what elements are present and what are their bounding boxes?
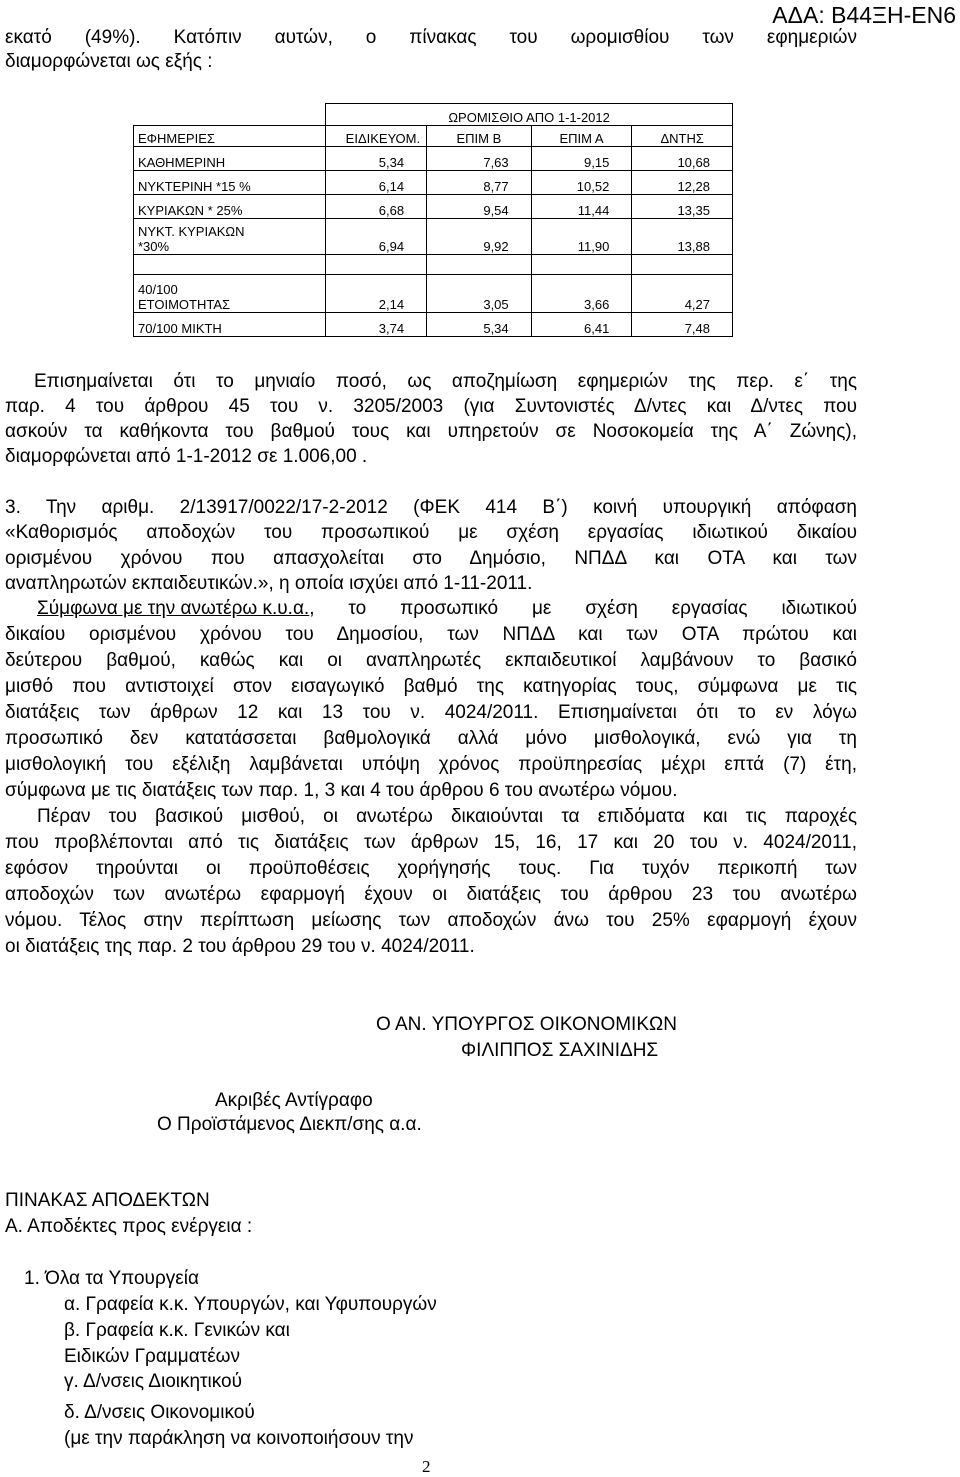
- table-cell: 4,27: [632, 275, 733, 313]
- para3-reference: Σύμφωνα με την ανωτέρω κ.υ.α.: [37, 598, 310, 619]
- table-row: [134, 195, 733, 219]
- table-title: ΩΡΟΜΙΣΘΙΟ ΑΠΟ 1-1-2012: [326, 104, 733, 126]
- row-label: ΚΑΘΗΜΕΡΙΝΗ: [134, 147, 326, 171]
- row-label: ΚΥΡΙΑΚΩΝ * 25%: [134, 195, 326, 219]
- para1-line-1: Επισημαίνεται ότι το μηνιαίο ποσό, ως αποζημίωση εφημεριών της περ. ε΄ της: [34, 371, 857, 392]
- recipient-item: γ. Δ/νσεις Διοικητικού: [64, 1371, 243, 1392]
- table-row-empty: [134, 255, 733, 275]
- table-cell: 7,48: [632, 313, 733, 337]
- para4-line-4: αποδοχών των ανωτέρω εφαρμογή έχουν οι διατάξεις του άρθρου 23 του ανωτέρω: [5, 884, 857, 905]
- row-label-line: ΕΤΟΙΜΟΤΗΤΑΣ: [138, 297, 231, 312]
- recipient-item: Ειδικών Γραμματέων: [64, 1346, 241, 1367]
- recipient-item: (με την παράκληση να κοινοποιήσουν την: [64, 1428, 414, 1449]
- page-number: 2: [422, 1457, 431, 1476]
- para4-line-1: Πέραν του βασικού μισθού, οι ανωτέρω δικαιούνται τα επιδόματα και τις παροχές: [37, 806, 857, 827]
- para4-line-3: εφόσον τηρούνται οι προϋποθέσεις χορήγησής τους. Για τυχόν περικοπή των: [5, 858, 857, 879]
- para3-line-4: μισθό που αντιστοιχεί στον εισαγωγικό βαθμό της κατηγορίας τους, σύμφωνα με τις: [5, 676, 857, 697]
- para4-line-2: που προβλέπονται από τις διατάξεις των άρθρων 15, 16, 17 και 20 του ν. 4024/2011,: [5, 832, 857, 853]
- table-cell: 9,92: [427, 219, 532, 255]
- table-row: [134, 219, 733, 255]
- table-cell: 13,35: [632, 195, 733, 219]
- table-cell: 8,77: [427, 171, 532, 195]
- table-cell: 3,05: [427, 275, 532, 313]
- row-label: [134, 219, 326, 255]
- header-cell: ΕΦΗΜΕΡΙΕΣ: [134, 126, 326, 147]
- para2-line-3: ορισμένου χρόνου που απασχολείται στο Δημόσιο, ΝΠΔΔ και ΟΤΑ και των: [5, 548, 857, 569]
- table-cell: 10,68: [632, 147, 733, 171]
- row-label-line: *30%: [138, 239, 170, 254]
- table-cell: 13,88: [632, 219, 733, 255]
- para1-line-2: παρ. 4 του άρθρου 45 του ν. 3205/2003 (για Συντονιστές Δ/ντες και Δ/ντες που: [5, 396, 857, 417]
- para3-line-1: [37, 598, 857, 620]
- table-cell: 3,74: [326, 313, 427, 337]
- table-cell: 2,14: [326, 275, 427, 313]
- row-label: 70/100 ΜΙΚΤΗ: [134, 313, 326, 337]
- table-row: [134, 313, 733, 337]
- header-cell: ΕΠΙΜ Α: [531, 126, 632, 147]
- table-cell: 12,28: [632, 171, 733, 195]
- table-row: [134, 171, 733, 195]
- table-cell: 6,14: [326, 171, 427, 195]
- table-cell: 5,34: [427, 313, 532, 337]
- director-label: Ο Προϊστάμενος Διεκπ/σης α.α.: [157, 1114, 422, 1135]
- ada-code: ΑΔΑ: Β44ΞΗ-ΕΝ6: [772, 2, 956, 28]
- table-cell: 10,52: [531, 171, 632, 195]
- para4-line-6: οι διατάξεις της παρ. 2 του άρθρου 29 του ν. 4024/2011.: [5, 936, 475, 957]
- table-cell: 3,66: [531, 275, 632, 313]
- para3-line-8: σύμφωνα με τις διατάξεις των παρ. 1, 3 και 4 του άρθρου 6 του ανωτέρω νόμου.: [5, 780, 678, 801]
- table-cell: 11,90: [531, 219, 632, 255]
- recipients-subtitle: Α. Αποδέκτες προς ενέργεια :: [5, 1216, 253, 1237]
- para3-line-7: μισθολογική του εξέλιξη λαμβάνεται υπόψη χρόνος προϋπηρεσίας μέχρι επτά (7) έτη,: [5, 754, 857, 775]
- copy-label: Ακριβές Αντίγραφο: [215, 1090, 373, 1111]
- para3-line-3: δεύτερου βαθμού, καθώς και οι αναπληρωτές εκπαιδευτικοί λαμβάνουν το βασικό: [5, 650, 857, 671]
- table-row: [134, 275, 733, 313]
- recipient-item: δ. Δ/νσεις Οικονομικού: [64, 1402, 255, 1423]
- table-cell: 6,68: [326, 195, 427, 219]
- row-label: [134, 275, 326, 313]
- para3-line-5: διατάξεις των άρθρων 12 και 13 του ν. 4024/2011. Επισημαίνεται ότι το εν λόγω: [5, 702, 857, 723]
- para3-line-6: προσωπικό δεν κατατάσσεται βαθμολογικά αλλά μόνο μισθολογικά, ενώ για τη: [5, 728, 857, 749]
- para2-line-4: αναπληρωτών εκπαιδευτικών.», η οποία ισχύει από 1-11-2011.: [5, 573, 533, 594]
- intro-line-1: εκατό (49%). Κατόπιν αυτών, ο πίνακας του ωρομισθίου των εφημεριών: [5, 27, 857, 48]
- intro-line-2: διαμορφώνεται ως εξής :: [5, 51, 213, 72]
- table-cell: 6,41: [531, 313, 632, 337]
- row-label: ΝΥΚΤΕΡΙΝΗ *15 %: [134, 171, 326, 195]
- table-cell: 9,54: [427, 195, 532, 219]
- table-cell: 6,94: [326, 219, 427, 255]
- para1-line-4: διαμορφώνεται από 1-1-2012 σε 1.006,00 .: [5, 446, 368, 467]
- para4-line-5: νόμου. Τέλος στην περίπτωση μείωσης των αποδοχών άνω του 25% εφαρμογή έχουν: [5, 910, 857, 931]
- recipient-item: β. Γραφεία κ.κ. Γενικών και: [64, 1320, 290, 1341]
- recipients-title: ΠΙΝΑΚΑΣ ΑΠΟΔΕΚΤΩΝ: [5, 1190, 210, 1211]
- para1-line-3: ασκούν τα καθήκοντα του βαθμού τους και υπηρετούν σε Νοσοκομεία της Α΄ Ζώνης),: [5, 421, 857, 442]
- para2-line-2: «Καθορισμός αποδοχών του προσωπικού με σχέση εργασίας ιδιωτικού δικαίου: [5, 522, 857, 543]
- table-cell: 11,44: [531, 195, 632, 219]
- table-cell: 9,15: [531, 147, 632, 171]
- para3-line-1-rest: , το προσωπικό με σχέση εργασίας ιδιωτικού: [309, 598, 857, 619]
- row-label-line: ΝΥΚΤ. ΚΥΡΙΑΚΩΝ: [138, 224, 245, 239]
- table-row: [134, 147, 733, 171]
- para3-line-2: δικαίου ορισμένου χρόνου του Δημοσίου, των ΝΠΔΔ και των ΟΤΑ πρώτου και: [5, 624, 857, 645]
- recipient-item: α. Γραφεία κ.κ. Υπουργών, και Υφυπουργών: [64, 1294, 437, 1315]
- minister-title: Ο ΑΝ. ΥΠΟΥΡΓΟΣ ΟΙΚΟΝΟΜΙΚΩΝ: [376, 1014, 677, 1035]
- salary-table: [133, 103, 733, 337]
- header-cell: ΔΝΤΗΣ: [632, 126, 733, 147]
- recipient-item: 1. Όλα τα Υπουργεία: [24, 1268, 199, 1289]
- row-label-line: 40/100: [138, 282, 178, 297]
- para2-line-1: 3. Την αριθμ. 2/13917/0022/17-2-2012 (ΦΕΚ 414 Β΄) κοινή υπουργική απόφαση: [5, 497, 857, 518]
- header-cell: ΕΠΙΜ Β: [427, 126, 532, 147]
- table-cell: 7,63: [427, 147, 532, 171]
- header-cell: ΕΙΔΙΚΕΥΟΜ.: [326, 126, 427, 147]
- table-cell: 5,34: [326, 147, 427, 171]
- minister-name: ΦΙΛΙΠΠΟΣ ΣΑΧΙΝΙΔΗΣ: [461, 1040, 659, 1061]
